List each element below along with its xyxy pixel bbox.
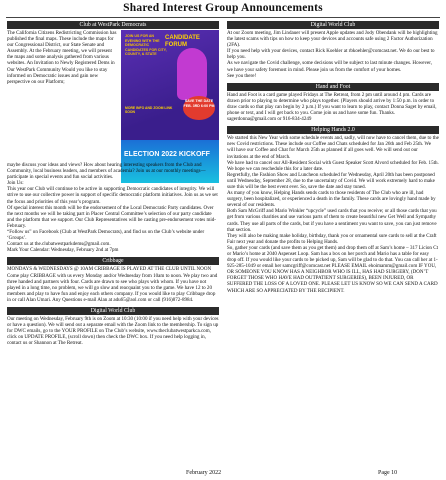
candidate-forum-poster (121, 30, 219, 183)
footer-month: February 2022 (186, 470, 222, 476)
poster-headline: CANDIDATE FORUM (165, 35, 200, 48)
cribbage-header: Cribbage (7, 257, 219, 265)
hand-foot-header: Hand and Foot (227, 83, 439, 91)
club-democrats-header: Club at WestPark Democrats (7, 21, 219, 29)
hand-foot-body: Hand and Foot is a card game played Fridays at The Retreat, from 2 pm until around 4 pm. Cards are drawn prior to playing to determine who plays together. (Players should arrive by 1:50 p.m. in order to draw cards so that play can begin by 2 p.m.) If you want to learn to play, contact Donna Saget by email, phone or text, and I will get back to you. Come join us and have some fun. Thanks. sagerdonna@gmail.com or 916-834-4249 (227, 91, 437, 123)
digital-club-right-body: At our Zoom meeting, Jim Lindauer will present Apple updates and Jody Obendank will be highlighting the latest scams with tips on how to keep your devices and accounts safe using 2 Factor Authorization (2FA). If you need help with your devices, contact Rick Koehler at rbkoehler@comcast.net. We do our best to help you. As we navigate the Covid challenge, some decisions will be subject to last minute changes. However, we have your safety foremost in mind. Please join us from the comfort of your homes. See you there! (227, 30, 438, 79)
poster-info-text: MORE INFO AND ZOOM LINK SOON (125, 106, 173, 115)
page-title: Shared Interest Group Announcements (123, 2, 323, 14)
digital-club-left-body: Our meeting on Wednesday, February 9th is on Zoom at 10:30 (10:00 if you need help with your devices or have a question). We will send out a separate email with the Zoom link to the membership. To sign up for DWC emails, go to the YOUR PROFILE on The Club’s website, www.theclubatwestparkca.com, click on UPDATE PROFILE, (scroll down) then check the DWC box. If you need help logging in, contact us or Shannon at The Retreat. (7, 315, 219, 347)
footer-page-number: Page 10 (378, 470, 398, 476)
helping-hands-body: We started this New Year with some schedule events and, sadly, will now have to cancel them, due to the new Covid restrictions. These include our Coffee and Chats scheduled for Jan 26th and Feb 25th. We will have our Coffee and Chat for March 25th as planned if all goes well. We will send out our invitations at the end of March. We have had to cancel our All-Resident Social with Guest Speaker Scott Alvord scheduled for Feb. 15th. We hope we can reschedule this for a later date. Regretfully, the Fashion Show and Luncheon scheduled for Wednesday, April 20th has been postponed until Wednesday, September 28, due to the uncertainty of Covid. We will work extremely hard to make sure this will be the best event ever. So, save the date and stay tuned. As many of you know, Helping Hands sends cards to those residents of The Club who are ill, had surgery, been hospitalized, or experienced a death in the family. These cards are lovingly hand made by several of our residents. Both Sam McGriff and Mario Winkler “upcycle” used cards that you receive; or all those cards that you get from various charities and use various parts of them to create beautiful new Get Well and Sympathy cards. They use all parts of the cards, but if you have a sentiment you want to save, you can just remove that section. They will also be making make holiday, birthday, thank you or ornamental sure cards to sell at the Craft Fair next year and donate the profits to Helping Hands. So, gather your cards (and save them as you get them) and drop them off at Sam’s home – 317 Licion Ct or Mario’s home at 2040 Aspenset Loop. Sam has a box on her porch and Mario has a table for easy drop off. If you would like your cards to be picked up, Sam will be glad to do that. You can call her at 1-925-285-1049 or email her samcgriff@comcast.net PLEASE EMAIL ehoimamm@gmail.com IF YOU, OR SOMEONE YOU KNOW HAS A NEIGHBOR WHO IS ILL, HAS HAD SURGERY, (DON’T FORGET THOSE WHO HAVE HAD OUTPATIENT SURGERIES), BEEN INJURED, OR SUFFERED THE LOSS OF A LOVED ONE. PLEASE LET US KNOW SO WE CAN SEND A CARD WHICH ARE SO APPRECIATED BY THE RECIPIENT. (227, 135, 439, 294)
club-democrats-body: maybe discuss your ideas and views? How about hearing interesting speakers from the Club and Community, local business leaders, and members of academia? Join us at our monthly meetings—participate in special events and fun social activities. Join Us: This year our Club will continue to be active in supporting Democratic candidates of integrity. We will strive to use our collective power in support of specific democratic platform initiatives. Join us as we set the focus and priorities of this year’s program. Of special interest this month will be the endorsement of the Local Democratic Party candidates. Over the next months we will be taking part in Placer Central Committee’s selection of our party candidate and the platform that we support. Our Club Representatives will be casting pre-endorsement votes mid-February. “Follow us” on Facebook (Club at WestPark Democrats), and find us on the Club’s website under ‘Groups’. Contact us at the.clubatwestparkdems@gmail.com. Mark Your Calendar: Wednesday, February 2nd at 7pm (7, 162, 218, 254)
digital-club-left-header: Digital World Club (7, 307, 219, 315)
club-democrats-intro: The California Citizens Redistricting Commission has published the final maps. These include the maps for our Congressional District, our State Senate and Assembly. At the February meeting, we will present the maps and some analysis gathered from various websites. An Invitation to Newly Registered Dems in Our WestPark Community Would you like to stay informed on Democratic issues and gain new perspective on our Platform; (7, 30, 117, 85)
digital-club-right-header: Digital World Club (227, 21, 439, 29)
poster-kickoff-text: ELECTION 2022 KICKOFF (124, 151, 210, 158)
poster-date-badge: SAVE THE DATE FEB. 3RD 6:00 PM (183, 96, 215, 120)
helping-hands-header: Helping Hands 2.0 (227, 126, 439, 134)
title-divider (6, 17, 440, 18)
left-column-lower (7, 162, 219, 346)
poster-invite-text: JOIN US FOR AN EVENING WITH THE DEMOCRATIC CANDIDATES FOR CITY, COUNTY, & STATE (125, 34, 167, 57)
poster-figure-graphic (177, 48, 207, 100)
cribbage-body: MONDAYS & WEDNESDAYS @ 10AM CRIBBAGE IS PLAYED AT THE CLUB UNTIL NOON Come play CRIBBAGE with us every Monday and/or Wednesday from 10am to noon. We play two and three handed and partners with four. Cards are drawn to see who plays with whom. If you have not played in a long time, no problem, we will go slow and reacquaint you to the game. We have 12 to 20 members and play to have fun and enjoy each others company. If you would like to play Cribbage drop in or call Alan Umari. Any Questions e-mail Alan at adu65@aol.com or call (916)872-8984. (7, 266, 218, 303)
right-column (227, 21, 439, 294)
